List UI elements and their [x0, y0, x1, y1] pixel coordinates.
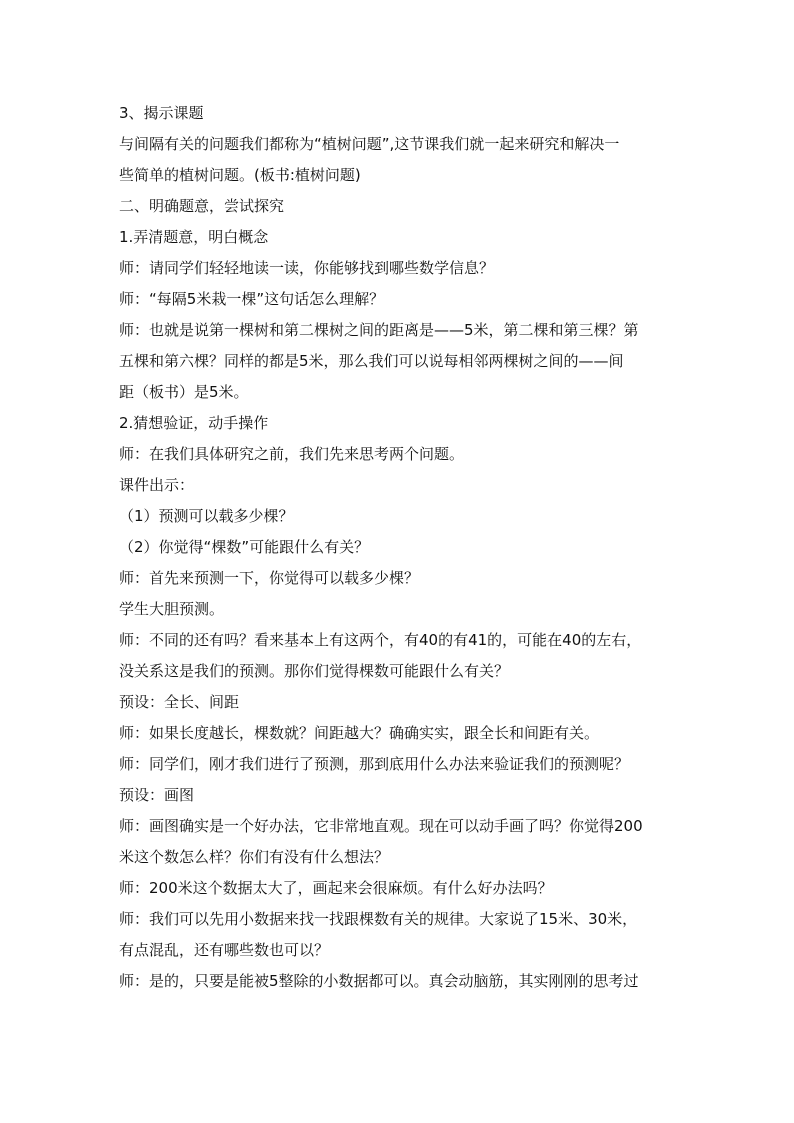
- paragraph-line: 五棵和第六棵？同样的都是5米，那么我们可以说每相邻两棵树之间的——间: [119, 352, 624, 370]
- paragraph-line: 师：也就是说第一棵树和第二棵树之间的距离是——5米，第二棵和第三棵？第: [119, 321, 639, 339]
- paragraph-line: 学生大胆预测。: [119, 600, 225, 618]
- paragraph-line: 有点混乱，还有哪些数也可以？: [119, 941, 330, 959]
- paragraph-line: 课件出示：: [119, 476, 195, 494]
- section-heading: 3、揭示课题: [119, 104, 204, 122]
- paragraph-line: 与间隔有关的问题我们都称为“植树问题”,这节课我们就一起来研究和解决一: [119, 135, 620, 153]
- paragraph-line: 师：如果长度越长，棵数就？间距越大？确确实实，跟全长和间距有关。: [119, 724, 600, 742]
- paragraph-line: 师：“每隔5米栽一棵”这句话怎么理解？: [119, 290, 385, 308]
- paragraph-line: 师：画图确实是一个好办法，它非常地直观。现在可以动手画了吗？你觉得200: [119, 817, 643, 835]
- paragraph-line: 师：不同的还有吗？看来基本上有这两个，有40的有41的，可能在40的左右，: [119, 631, 642, 649]
- paragraph-line: 师：200米这个数据太大了，画起来会很麻烦。有什么好办法吗？: [119, 879, 553, 897]
- document-body: [119, 98, 679, 997]
- section-heading: 二、明确题意，尝试探究: [119, 197, 285, 215]
- paragraph-line: 米这个数怎么样？你们有没有什么想法？: [119, 848, 390, 866]
- subsection-heading: 1.弄清题意，明白概念: [119, 228, 269, 246]
- paragraph-line: 预设：全长、间距: [119, 693, 240, 711]
- paragraph-line: 距（板书）是5米。: [119, 383, 249, 401]
- paragraph-line: 没关系这是我们的预测。那你们觉得棵数可能跟什么有关？: [119, 662, 510, 680]
- paragraph-line: 预设：画图: [119, 786, 195, 804]
- list-item: （2）你觉得“棵数”可能跟什么有关？: [119, 538, 370, 556]
- paragraph-line: 师：在我们具体研究之前，我们先来思考两个问题。: [119, 445, 465, 463]
- paragraph-line: 师：同学们，刚才我们进行了预测，那到底用什么办法来验证我们的预测呢？: [119, 755, 630, 773]
- paragraph-line: 师：我们可以先用小数据来找一找跟棵数有关的规律。大家说了15米、30米，: [119, 910, 638, 928]
- paragraph-line: 师：请同学们轻轻地读一读，你能够找到哪些数学信息？: [119, 259, 495, 277]
- subsection-heading: 2.猜想验证，动手操作: [119, 414, 269, 432]
- list-item: （1）预测可以载多少棵？: [119, 507, 294, 525]
- paragraph-line: 些简单的植树问题。(板书:植树问题): [119, 166, 361, 184]
- paragraph-line: 师：首先来预测一下，你觉得可以载多少棵？: [119, 569, 420, 587]
- paragraph-line: 师：是的，只要是能被5整除的小数据都可以。真会动脑筋，其实刚刚的思考过: [119, 972, 639, 990]
